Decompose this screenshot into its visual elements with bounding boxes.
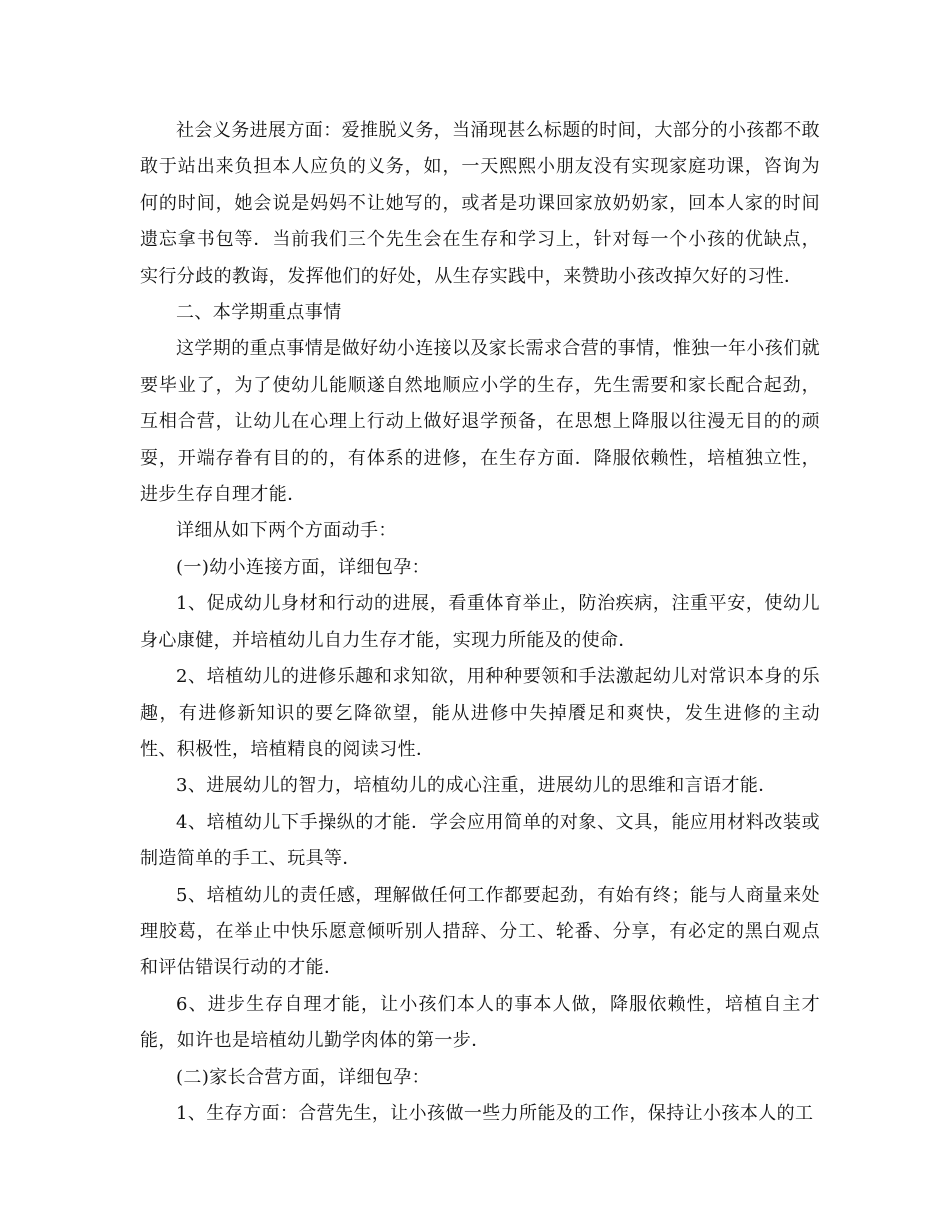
list-item-2: 2、培植幼儿的进修乐趣和求知欲，用种种要领和手法激起幼儿对常识本身的乐趣，有进修新知识的要乞降欲望，能从进修中失掉餍足和爽快，发生进修的主动性、积极性，培植精良的阅读习性． <box>140 666 820 760</box>
paragraph-two-aspects: 详细从如下两个方面动手： <box>176 520 397 542</box>
paragraph-key-tasks: 这学期的重点事情是做好幼小连接以及家长需求合营的事情，惟独一年小孩们就要毕业了，为了使幼儿能顺遂自然地顺应小学的生存，先生需要和家长配合起劲，互相合营，让幼儿在心理上行动上做好退学预备，在思想上降服以往漫无目的的顽耍，开端存眷有目的的，有体系的进修，在生存方面．降服依赖性，培植独立性，进步生存自理才能． <box>140 338 820 506</box>
list-item-1: 1、促成幼儿身材和行动的进展，看重体育举止，防治疾病，注重平安，使幼儿身心康健，并培植幼儿自力生存才能，实现力所能及的使命． <box>140 593 820 651</box>
list-item-6: 6、进步生存自理才能，让小孩们本人的事本人做，降服依赖性，培植自主才能，如许也是培植幼儿勤学肉体的第一步． <box>140 993 820 1052</box>
list-item-3: 3、进展幼儿的智力，培植幼儿的成心注重，进展幼儿的思维和言语才能． <box>176 775 777 797</box>
list-item-4: 4、培植幼儿下手操纵的才能．学会应用简单的对象、文具，能应用材料改装或制造简单的手工、玩具等． <box>140 811 820 870</box>
paragraph-social-responsibility: 社会义务进展方面：爱推脱义务，当涌现甚么标题的时间，大部分的小孩都不敢敢于站出来负担本人应负的义务，如，一天熙熙小朋友没有实现家庭功课，咨询为何的时间，她会说是妈妈不让她写的，或者是功课回家放奶奶家，回本人家的时间遗忘拿书包等．当前我们三个先生会在生存和学习上，针对每一个小孩的优缺点，实行分歧的教诲，发挥他们的好处，从生存实践中，来赞助小孩改掉欠好的习性． <box>140 120 820 287</box>
subheading-parent-cooperation: (二)家长合营方面，详细包孕： <box>176 1066 431 1088</box>
section-heading-key-tasks: 二、本学期重点事情 <box>176 302 342 324</box>
document-page <box>140 113 820 1132</box>
list-item-parent-1: 1、生存方面：合营先生，让小孩做一些力所能及的工作，保持让小孩本人的工 <box>176 1102 814 1124</box>
subheading-transition: (一)幼小连接方面，详细包孕： <box>176 556 431 578</box>
list-item-5: 5、培植幼儿的责任感，理解做任何工作都要起劲，有始有终；能与人商量来处理胶葛，在举止中快乐愿意倾听别人措辞、分工、轮番、分享，有必定的黑白观点和评估错误行动的才能． <box>140 884 820 979</box>
